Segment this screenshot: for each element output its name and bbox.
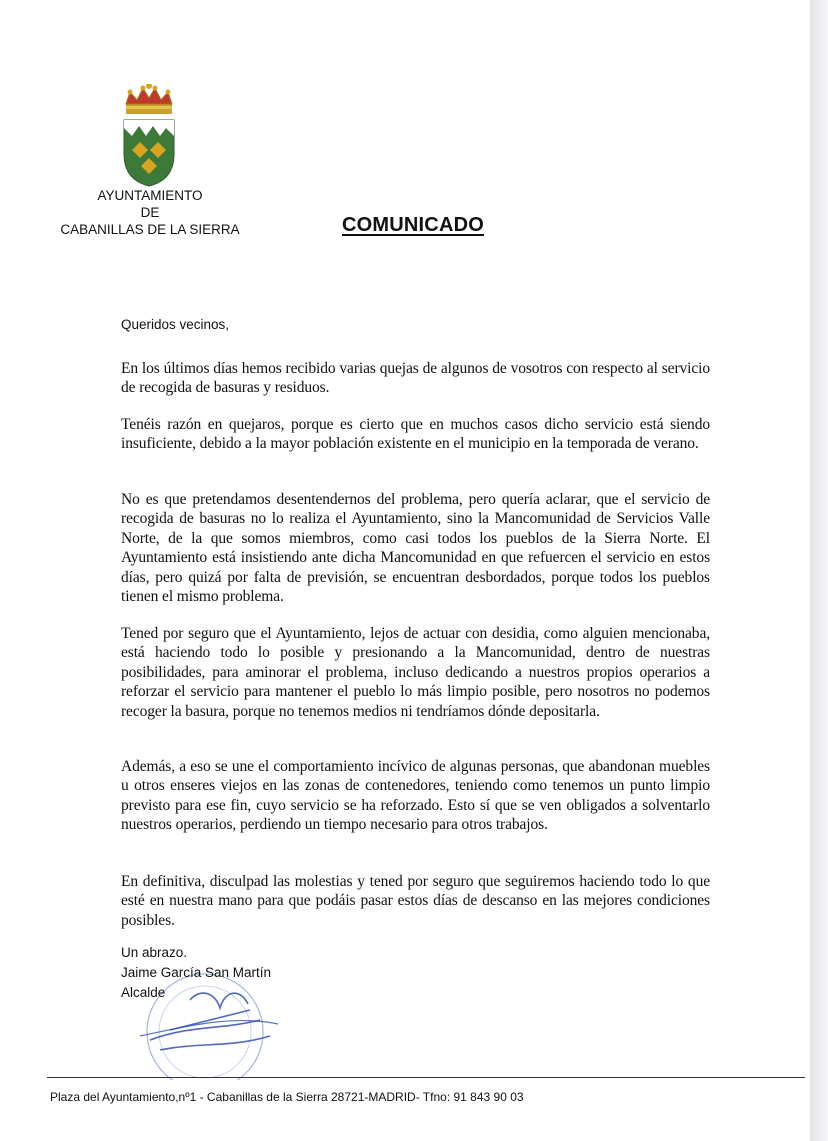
paragraph-2: Tenéis razón en quejaros, porque es cierto que en muchos casos dicho servicio está siendo insuficiente, debido a la mayor población existente en el municipio en la temporada de verano. [121,416,710,453]
signature-block [121,943,271,1003]
issuer-line-2: DE [140,205,160,220]
footer-address: Plaza del Ayuntamiento,nº1 - Cabanillas de la Sierra 28721-MADRID- Tfno: 91 843 90 03 [50,1090,524,1104]
paragraph-4: Tened por seguro que el Ayuntamiento, lejos de actuar con desidia, como alguien mencionaba, está haciendo todo lo posible y presionando a la Mancomunidad, dentro de nuestras posibilidades, para aminorar el problema, incluso dedicando a nuestros propios operarios a reforzar el servicio para mantener el pueblo lo más limpio posible, pero nosotros no podemos recoger la basura, porque no tenemos medios ni tendríamos dónde depositarla. [121,625,710,720]
coat-of-arms-icon [120,84,178,188]
signer-name: Jaime García San Martín [121,965,272,980]
footer-divider [47,1077,805,1078]
issuer-line-3: CABANILLAS DE LA SIERRA [60,222,240,237]
issuer-block [30,187,270,238]
paragraph-5: Además, a eso se une el comportamiento incívico de algunas personas, que abandonan muebles u otros enseres viejos en las zonas de contenedores, teniendo como tenemos un punto limpio previsto para ese fin, cuyo servicio se ha reforzado. Esto sí que se ven obligados a solventarlo nuestros operarios, perdiendo un tiempo necesario para otros trabajos. [121,758,710,834]
issuer-line-1: AYUNTAMIENTO [97,188,203,203]
page-edge-shadow [810,0,828,1141]
document-title: COMUNICADO [342,214,484,236]
greeting: Queridos vecinos, [121,317,230,332]
paragraph-6: En definitiva, disculpad las molestias y tened por seguro que seguiremos haciendo todo lo que esté en nuestra mano para que podáis pasar estos días de descanso en las mejores condiciones posibles. [121,873,710,929]
signer-role: Alcalde [121,985,166,1000]
paragraph-3: No es que pretendamos desentendernos del problema, pero quería aclarar, que el servicio de recogida de basuras no lo realiza el Ayuntamiento, sino la Mancomunidad de Servicios Valle Norte, de la que somos miembros, como casi todos los pueblos de la Sierra Norte. El Ayuntamiento está insistiendo ante dicha Mancomunidad en que refuercen el servicio en estos días, pero quizá por falta de previsión, se encuentran desbordados, porque todos los pueblos tienen el mismo problema. [121,491,710,606]
paragraph-1: En los últimos días hemos recibido varias quejas de algunos de vosotros con respecto al servicio de recogida de basuras y residuos. [121,360,710,397]
closing: Un abrazo. [121,945,188,960]
